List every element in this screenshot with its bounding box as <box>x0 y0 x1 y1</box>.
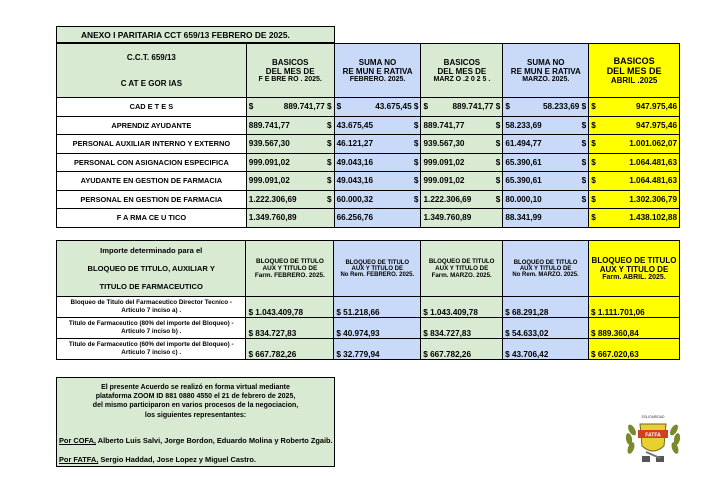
bloqueo-value-cell: $ 68.291,28 <box>503 297 589 318</box>
trailing-currency-sign: $ <box>581 120 587 130</box>
note-line: El presente Acuerdo se realizó en forma virtual mediante <box>101 384 290 391</box>
amount: 88.341,99 <box>505 213 542 223</box>
bloqueo-value-cell: $ 51.218,66 <box>334 297 421 318</box>
category-label: PERSONAL AUXILIAR INTERNO Y EXTERNO <box>57 135 247 154</box>
currency-sign: $ <box>591 157 596 167</box>
category-label: PERSONAL CON ASIGNACION ESPECIFICA <box>57 153 247 172</box>
agreement-text <box>57 378 334 420</box>
currency-sign: $ <box>505 102 510 112</box>
value-cell <box>503 190 589 209</box>
amount: 889.741,77 <box>248 120 290 130</box>
currency-sign: $ <box>591 176 596 186</box>
page-title-box <box>56 26 335 43</box>
table-row <box>57 135 680 154</box>
header-line: BLOQUEO DE TITULO <box>591 256 677 265</box>
amount: 43.675,45 <box>375 102 412 112</box>
trailing-currency-sign: $ <box>581 157 587 167</box>
table-row <box>57 172 680 191</box>
value-cell <box>589 116 680 135</box>
header-line: No Rem. MARZO. 2025. <box>512 271 579 278</box>
header-line: AUX Y TITULO DE <box>351 265 403 272</box>
value-cell <box>503 153 589 172</box>
value-cell <box>589 190 680 209</box>
bloqueo-value-cell: $ 40.974,93 <box>334 318 421 339</box>
trailing-currency-sign: $ <box>495 176 501 186</box>
bloqueo-label: Bloqueo de Titulo del Farmaceutico Director Tecnico - Articulo 7 inciso a) . <box>57 297 246 318</box>
header-line: AUX Y TITULO DE <box>262 265 318 272</box>
bloqueo-value-cell: $ 667.020,63 <box>588 339 679 360</box>
header-line: No Rem. FEBRERO. 2025. <box>340 271 415 278</box>
trailing-currency-sign: $ <box>327 102 332 112</box>
trailing-currency-sign: $ <box>327 157 332 167</box>
currency-sign: $ <box>591 120 596 130</box>
amount: 61.494,77 <box>505 139 542 149</box>
amount: 46.121,27 <box>336 139 374 149</box>
bloqueo-value-cell: $ 43.706,42 <box>503 339 589 360</box>
bloqueo-label: Titulo de Farmaceutico (80% del importe del Bloqueo) - Articulo 7 inciso b) . <box>57 318 246 339</box>
trailing-currency-sign: $ <box>413 157 419 167</box>
header-line: BASICOS <box>443 58 481 67</box>
value-cell <box>246 209 334 228</box>
cofa-names: Alberto Luis Salvi, Jorge Bordon, Eduardo Molina y Roberto Zgaib. <box>95 436 333 445</box>
value-cell <box>334 153 421 172</box>
category-label: AYUDANTE EN GESTION DE FARMACIA <box>57 172 247 191</box>
header-basicos-marzo <box>421 44 503 98</box>
header-line: Farm. ABRIL. 2025. <box>602 274 666 281</box>
page-title: ANEXO I PARITARIA CCT 659/13 FEBRERO DE 2025. <box>81 30 290 40</box>
header-line: SUMA NO <box>527 58 565 67</box>
bloqueo-value-cell: $ 1.043.409,78 <box>421 297 503 318</box>
currency-sign: $ <box>591 139 596 149</box>
emblem-top-text: SOLIDARIDAD <box>641 415 665 419</box>
amount: 1.001.062,07 <box>629 139 677 149</box>
bloqueo-header-cell <box>57 241 246 297</box>
header-line: F E BRE RO . 2025. <box>258 76 322 83</box>
trailing-currency-sign: $ <box>327 176 332 186</box>
cct-label: C.C.T. 659/13 <box>126 53 176 62</box>
table-row <box>57 318 680 339</box>
value-cell <box>421 209 503 228</box>
value-cell <box>246 190 334 209</box>
agreement-note <box>56 377 335 467</box>
trailing-currency-sign: $ <box>495 194 501 204</box>
value-cell <box>503 116 589 135</box>
header-line: AUX Y TITULO DE <box>435 265 489 272</box>
table-row <box>57 339 680 360</box>
currency-sign: $ <box>591 194 596 204</box>
note-line: plataforma ZOOM ID 881 0880 4550 el 21 de febrero de 2025, <box>95 393 296 401</box>
bloqueo-value-cell: $ 1.043.409,78 <box>246 297 334 318</box>
header-line: BASICOS <box>613 56 655 66</box>
header-line: AUX Y TITULO DE <box>599 265 669 274</box>
table-row <box>57 98 680 117</box>
amount: 49.043,16 <box>336 157 374 167</box>
amount-group <box>375 102 418 111</box>
amount: 939.567,30 <box>423 139 465 149</box>
value-cell <box>334 116 421 135</box>
amount: 65.390,61 <box>505 176 542 186</box>
trailing-currency-sign: $ <box>327 194 332 204</box>
header-line: ABRIL .2025 <box>610 76 658 85</box>
table-row <box>57 190 680 209</box>
amount: 999.091,02 <box>248 176 290 186</box>
category-label: PERSONAL EN GESTION DE FARMACIA <box>57 190 247 209</box>
value-cell <box>503 135 589 154</box>
bloqueo-header-farm-marzo <box>421 241 503 297</box>
amount: 1.222.306,69 <box>248 194 297 204</box>
value-cell <box>589 135 680 154</box>
amount: 1.438.102,88 <box>629 213 677 223</box>
currency-sign: $ <box>423 102 429 112</box>
bloqueo-header-farm-febrero <box>246 241 334 297</box>
bloqueo-header-norem-febrero <box>334 241 421 297</box>
bloqueo-header-line: TITULO DE FARMACEUTICO <box>99 282 203 291</box>
header-line: BLOQUEO DE TITULO <box>255 258 324 265</box>
value-cell <box>334 209 421 228</box>
salary-table <box>56 43 680 228</box>
value-cell <box>421 190 503 209</box>
header-line: Farm. FEBRERO. 2025. <box>254 272 325 279</box>
amount: 43.675,45 <box>336 120 374 130</box>
amount: 999.091,02 <box>423 176 465 186</box>
value-cell <box>246 153 334 172</box>
trailing-currency-sign: $ <box>413 194 419 204</box>
salary-table-body <box>57 98 680 228</box>
bloqueo-label: Titulo de Farmaceutico (60% del importe del Bloqueo) - Articulo 7 inciso c) . <box>57 339 246 360</box>
value-cell <box>421 172 503 191</box>
trailing-currency-sign: $ <box>581 176 587 186</box>
header-line: AUX Y TITULO DE <box>519 265 572 272</box>
header-line: Farm. MARZO. 2025. <box>431 272 492 279</box>
trailing-currency-sign: $ <box>413 139 419 149</box>
value-cell <box>246 116 334 135</box>
bloqueo-value-cell: $ 834.727,83 <box>421 318 503 339</box>
bloqueo-value-cell: $ 834.727,83 <box>246 318 334 339</box>
header-line: DEL MES DE <box>265 67 315 76</box>
amount: 65.390,61 <box>505 157 542 167</box>
amount: 1.064.481,63 <box>629 176 677 186</box>
header-line: FEBRERO. 2025. <box>349 76 406 83</box>
value-cell <box>503 209 589 228</box>
value-cell <box>421 135 503 154</box>
amount: 1.349.760,89 <box>423 213 472 223</box>
amount-group <box>543 102 586 111</box>
value-cell <box>589 172 680 191</box>
amount: 58.233,69 <box>505 120 542 130</box>
value-cell <box>246 172 334 191</box>
amount: 60.000,32 <box>336 194 374 204</box>
amount: 939.567,30 <box>248 139 290 149</box>
note-line: los siguientes representantes: <box>144 411 247 419</box>
trailing-currency-sign: $ <box>581 194 587 204</box>
header-basicos-abril <box>589 44 680 98</box>
amount: 889.741,77 <box>423 120 465 130</box>
trailing-currency-sign: $ <box>495 120 501 130</box>
value-cell <box>503 98 589 117</box>
header-line: DEL MES DE <box>606 66 662 76</box>
table-row <box>57 297 680 318</box>
header-line: DEL MES DE <box>437 67 487 76</box>
header-line: BLOQUEO DE TITULO <box>513 259 578 266</box>
cofa-prefix: Por COFA, <box>59 436 96 445</box>
trailing-currency-sign: $ <box>327 120 332 130</box>
value-cell <box>503 172 589 191</box>
value-cell <box>589 98 680 117</box>
laurel-left <box>625 423 638 454</box>
amount: 1.302.306,79 <box>629 194 677 204</box>
amount: 889.741,77 <box>452 102 494 112</box>
bloqueo-value-cell: $ 54.633,02 <box>503 318 589 339</box>
header-line: SUMA NO <box>358 58 397 67</box>
value-cell <box>589 209 680 228</box>
value-cell <box>589 153 680 172</box>
trailing-currency-sign: $ <box>581 102 587 112</box>
category-label: CAD E T E S <box>57 98 247 117</box>
bloqueo-header-norem-marzo <box>503 241 589 297</box>
bloqueo-header-line: Importe determinado para el <box>100 246 203 255</box>
table-row <box>57 153 680 172</box>
currency-sign: $ <box>336 102 342 112</box>
amount: 1.222.306,69 <box>423 194 472 204</box>
header-line: RE MUN E RATIVA <box>342 67 413 76</box>
cofa-representatives <box>59 436 333 445</box>
value-cell <box>334 98 421 117</box>
bloqueo-value-cell: $ 667.782,26 <box>421 339 503 360</box>
header-line: RE MUN E RATIVA <box>510 67 581 76</box>
category-label: APRENDIZ AYUDANTE <box>57 116 247 135</box>
header-suma-marzo <box>503 44 589 98</box>
category-label: F A RMA CE U TICO <box>57 209 247 228</box>
trailing-currency-sign: $ <box>413 102 419 112</box>
bloqueo-table-body <box>57 297 680 360</box>
amount: 947.975,46 <box>636 102 677 112</box>
header-suma-febrero <box>334 44 421 98</box>
trailing-currency-sign: $ <box>495 139 501 149</box>
value-cell <box>334 172 421 191</box>
trailing-currency-sign: $ <box>495 157 501 167</box>
bloqueo-table <box>56 240 680 360</box>
header-line: MARZ O .2 0 2 5 . <box>433 76 491 83</box>
value-cell <box>421 153 503 172</box>
fatfa-emblem-icon <box>618 408 688 468</box>
amount: 1.349.760,89 <box>248 213 297 223</box>
currency-sign: $ <box>591 213 596 223</box>
value-cell <box>246 135 334 154</box>
header-line: BLOQUEO DE TITULO <box>428 258 495 265</box>
currency-sign: $ <box>591 102 596 112</box>
currency-sign: $ <box>248 102 254 112</box>
value-cell <box>421 98 503 117</box>
trailing-currency-sign: $ <box>495 102 501 112</box>
amount: 1.064.481,63 <box>629 157 677 167</box>
amount: 889.741,77 <box>283 102 325 112</box>
value-cell <box>334 135 421 154</box>
laurel-right <box>668 423 681 454</box>
header-basicos-febrero <box>246 44 334 98</box>
bloqueo-value-cell: $ 32.779,94 <box>334 339 421 360</box>
trailing-currency-sign: $ <box>327 139 332 149</box>
amount: 58.233,69 <box>542 102 580 112</box>
bloqueo-value-cell: $ 889.360,84 <box>588 318 679 339</box>
value-cell <box>246 98 334 117</box>
note-line: del mismo participaron en varios procesos de la negociacion, <box>92 402 299 410</box>
table-row <box>57 116 680 135</box>
categories-header-cell <box>57 44 247 98</box>
bloqueo-value-cell: $ 667.782,26 <box>246 339 334 360</box>
amount: 80.000,10 <box>505 194 542 204</box>
trailing-currency-sign: $ <box>413 120 419 130</box>
amount: 947.975,46 <box>636 120 677 130</box>
value-cell <box>421 116 503 135</box>
amount-group <box>284 102 332 111</box>
amount: 999.091,02 <box>248 157 290 167</box>
table-row <box>57 209 680 228</box>
header-line: BLOQUEO DE TITULO <box>345 259 410 266</box>
amount: 49.043,16 <box>336 176 374 186</box>
bloqueo-header-farm-abril <box>588 241 679 297</box>
trailing-currency-sign: $ <box>581 139 587 149</box>
amount: 999.091,02 <box>423 157 465 167</box>
amount: 66.256,76 <box>336 213 374 223</box>
fatfa-prefix: Por FATFA, <box>59 455 99 464</box>
emblem-band-text: FATFA <box>645 432 661 439</box>
value-cell <box>334 190 421 209</box>
header-line: BASICOS <box>271 58 309 67</box>
fatfa-representatives <box>59 455 256 464</box>
header-line: MARZO. 2025. <box>522 76 570 83</box>
fatfa-names: Sergio Haddad, Jose Lopez y Miguel Castro. <box>98 455 256 464</box>
trailing-currency-sign: $ <box>413 176 419 186</box>
bloqueo-header-line: BLOQUEO DE TITULO, AUXILIAR Y <box>87 264 215 273</box>
amount-group <box>452 102 500 111</box>
bloqueo-value-cell: $ 1.111.701,06 <box>588 297 679 318</box>
categorias-label: C AT E GOR IAS <box>120 79 183 88</box>
